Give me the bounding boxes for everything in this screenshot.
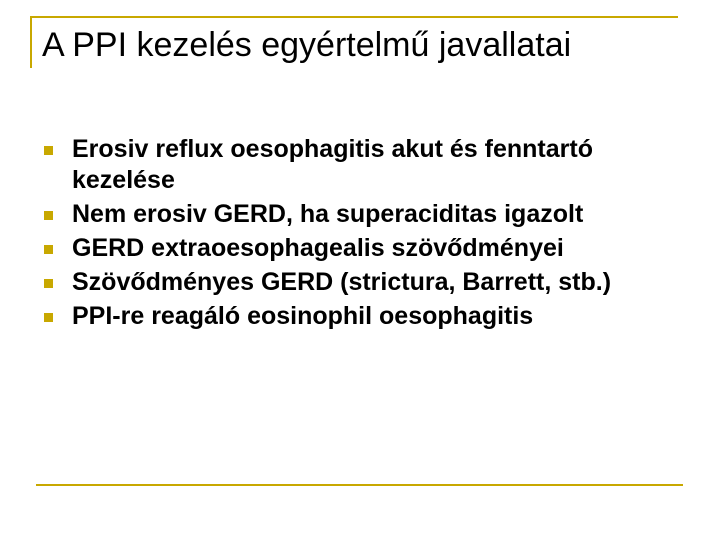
square-bullet-icon xyxy=(44,211,53,220)
square-bullet-icon xyxy=(44,245,53,254)
bullet-item xyxy=(42,233,682,264)
square-bullet-icon xyxy=(44,279,53,288)
bullet-text: Szövődményes GERD (strictura, Barrett, stb.) xyxy=(72,268,612,296)
bullet-item xyxy=(42,134,682,196)
title-frame-left-line xyxy=(30,16,32,68)
footer-divider-line xyxy=(36,484,683,486)
bullet-item xyxy=(42,199,682,230)
square-bullet-icon xyxy=(44,313,53,322)
bullet-list xyxy=(42,134,682,335)
bullet-text: Erosiv reflux oesophagitis akut és fenntartó kezelése xyxy=(72,135,593,194)
square-bullet-icon xyxy=(44,146,53,155)
bullet-text: GERD extraoesophagealis szövődményei xyxy=(72,234,564,262)
bullet-item xyxy=(42,267,682,298)
title-frame-top-line xyxy=(30,16,678,18)
bullet-text: Nem erosiv GERD, ha superaciditas igazolt xyxy=(72,200,584,228)
bullet-text: PPI-re reagáló eosinophil oesophagitis xyxy=(72,302,534,330)
slide-title: A PPI kezelés egyértelmű javallatai xyxy=(42,26,572,64)
bullet-item xyxy=(42,301,682,332)
